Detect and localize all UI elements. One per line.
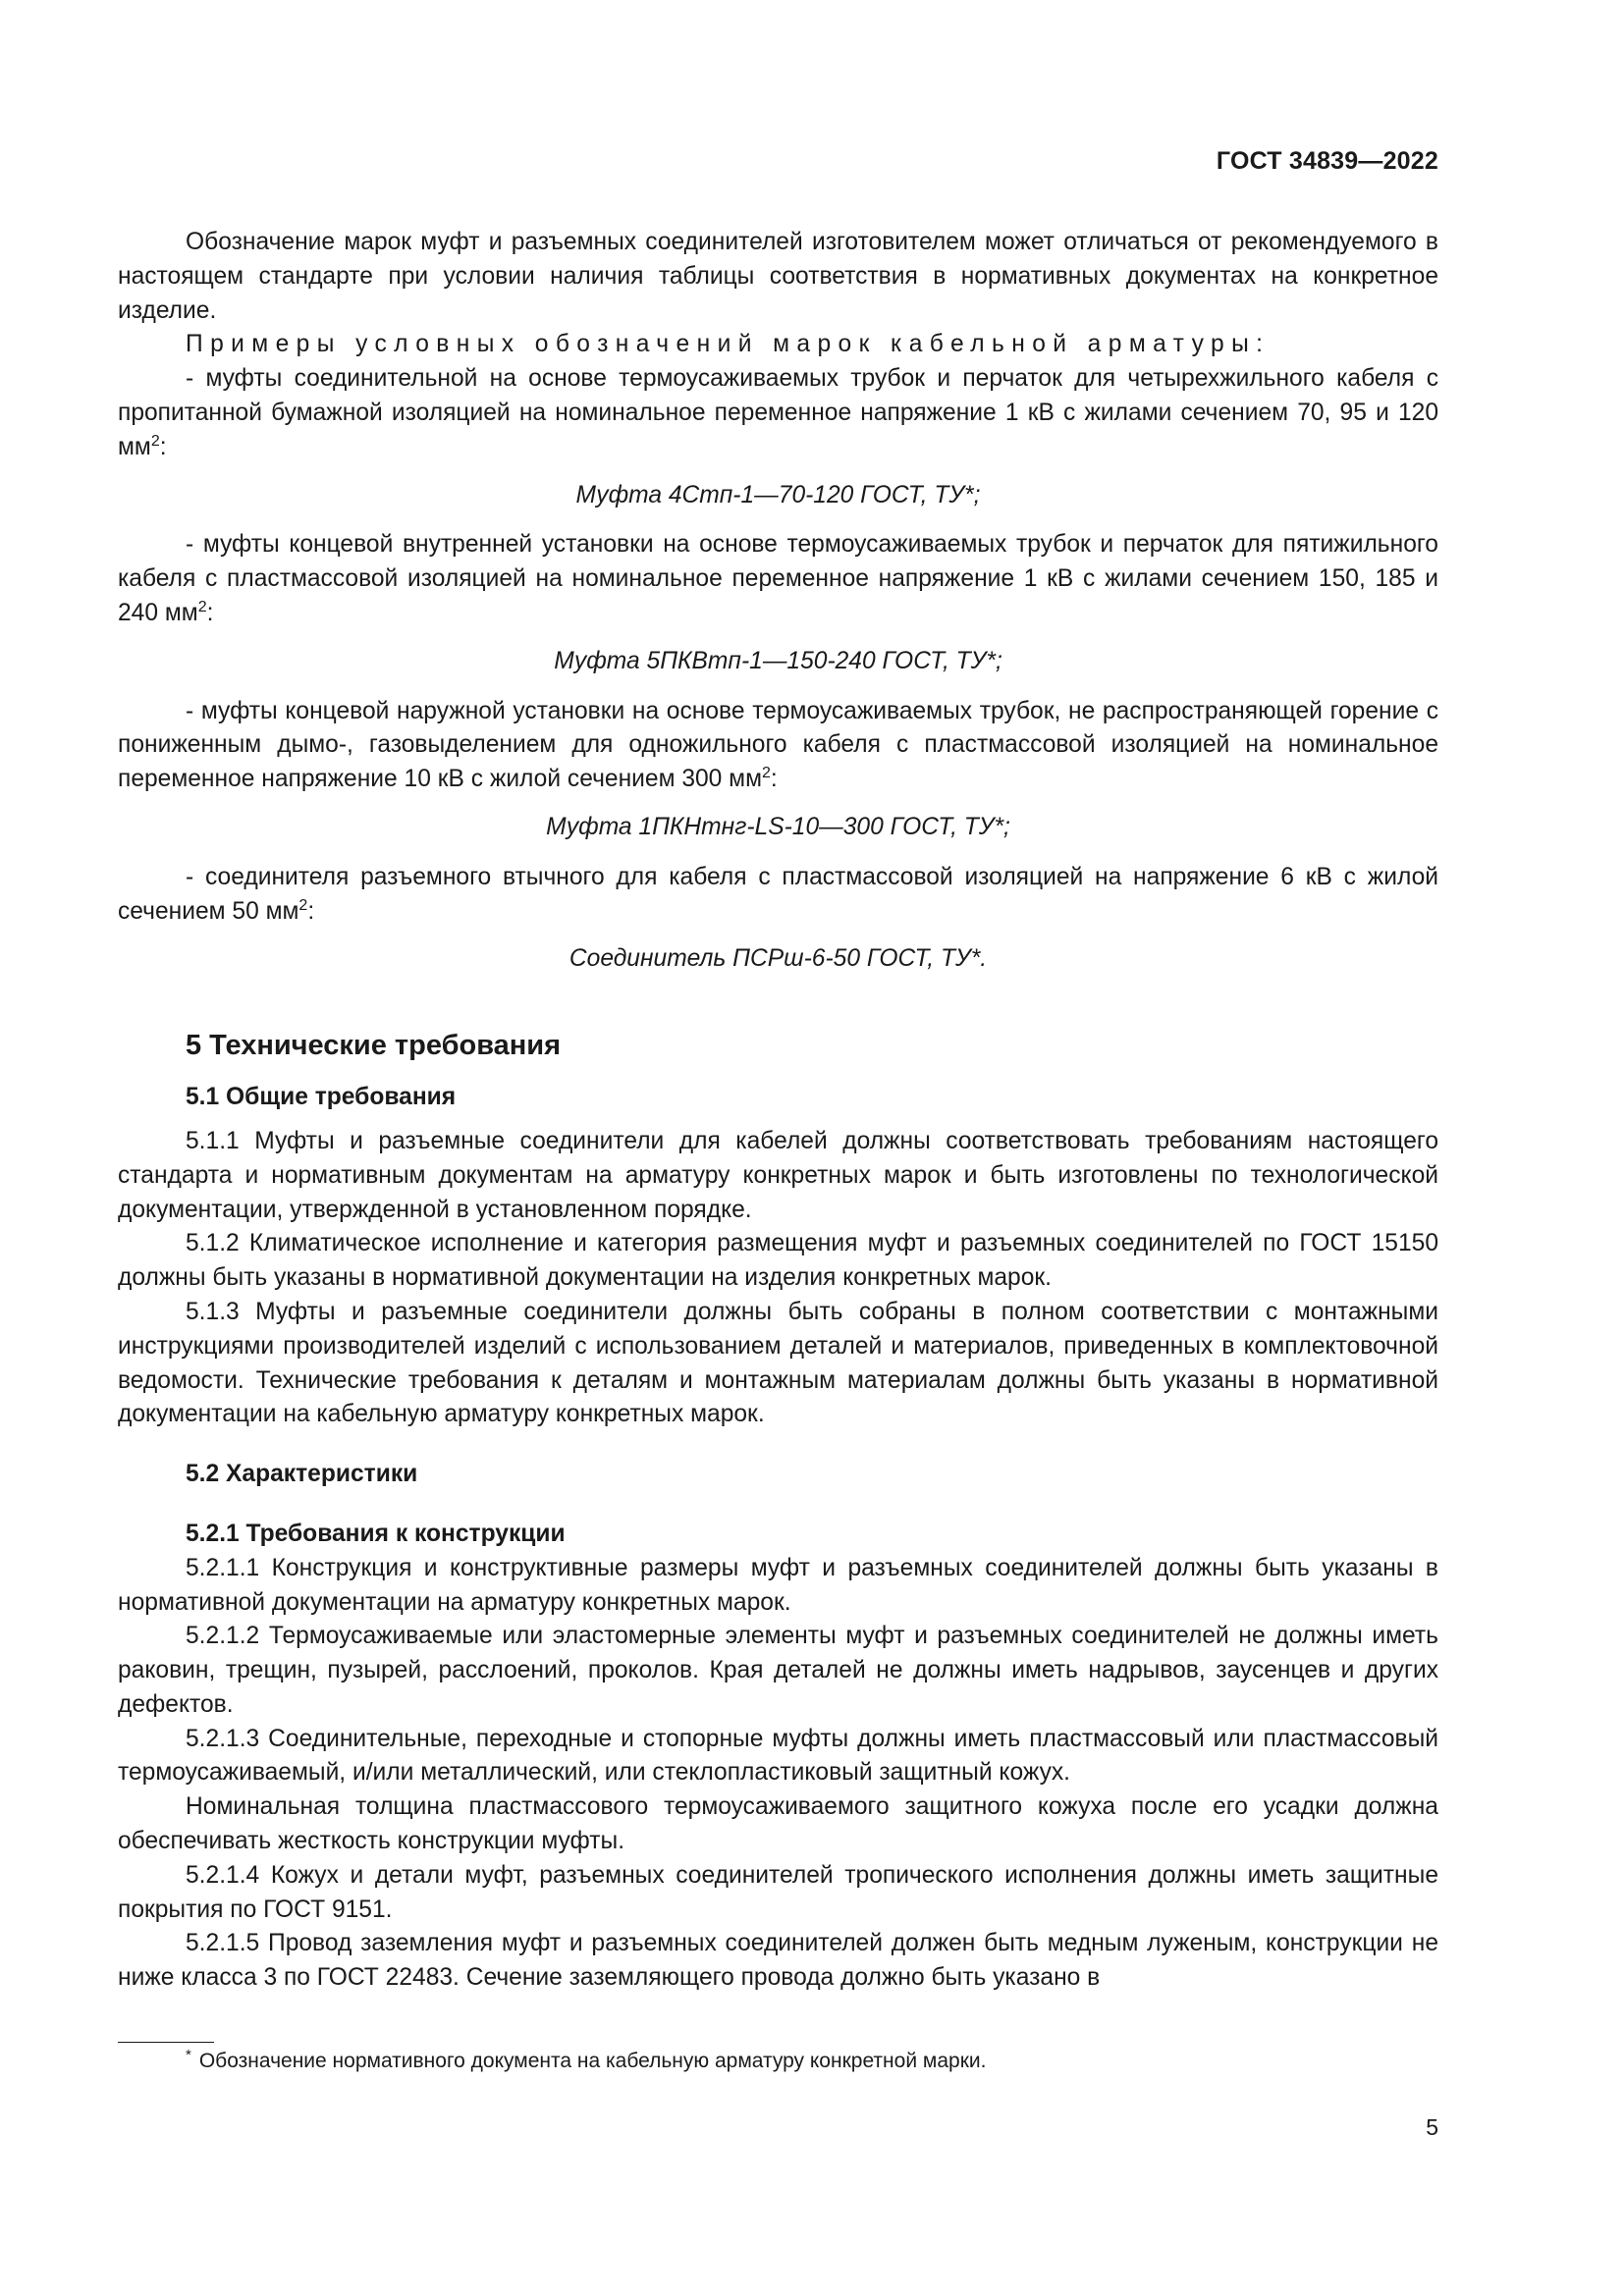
footnote-divider [118, 2042, 214, 2043]
example-3-description [118, 695, 1438, 797]
example-4-sup: 2 [298, 896, 308, 914]
example-4-description [118, 861, 1438, 930]
example-1-text: - муфты соединительной на основе термоусаживаемых трубок и перчаток для четырехжильного кабеля с пропитанной бумажной изоляцией на номинальное переменное напряжение 1 кВ с жилами сечением 70, 95 и 120 мм [118, 365, 1438, 460]
clause-5-1-2: 5.1.2 Климатическое исполнение и категория размещения муфт и разъемных соединителей по ГОСТ 15150 должны быть указаны в нормативной документации на изделия конкретных марок. [118, 1230, 1438, 1292]
example-2-description [118, 528, 1438, 630]
page-number: 5 [1426, 2114, 1438, 2140]
example-1-sup: 2 [150, 432, 160, 450]
clause-5-1-1: 5.1.1 Муфты и разъемные соединители для кабелей должны соответствовать требованиям настоящего стандарта и нормативным документам на арматуру конкретных марок и быть изготовлены по технологической документации, утвержденной в установленном порядке. [118, 1127, 1438, 1223]
example-3-text: - муфты концевой наружной установки на основе термоусаживаемых трубок, не распространяющей горение с пониженным дымо-, газовыделением для одножильного кабеля с пластмассовой изоляцией на номинальное переменное напряжение 10 кВ с жилой сечением 300 мм [118, 697, 1438, 793]
examples-heading: Примеры условных обозначений марок кабельной арматуры: [186, 331, 1271, 358]
example-1-description [118, 362, 1438, 464]
example-2-sup: 2 [197, 598, 207, 615]
example-1-designation: Муфта 4Стп-1—70-120 ГОСТ, ТУ*; [575, 481, 981, 508]
intro-paragraph: Обозначение марок муфт и разъемных соединителей изготовителем может отличаться от рекомендуемого в настоящем стандарте при условии наличия таблицы соответствия в нормативных документах на конкретное изделие. [118, 229, 1438, 324]
example-4-text: - соединителя разъемного втычного для кабеля с пластмассовой изоляцией на напряжение 6 кВ с жилой сечением 50 мм [118, 863, 1438, 925]
section-5-2-1-title: 5.2.1 Требования к конструкции [186, 1520, 566, 1547]
footnote-mark: * [186, 2047, 191, 2063]
clause-5-2-1-2: 5.2.1.2 Термоусаживаемые или эластомерные элементы муфт и разъемных соединителей не должны иметь раковин, трещин, пузырей, расслоений, проколов. Края деталей не должны иметь надрывов, заусенцев и других дефектов. [118, 1623, 1438, 1718]
clause-5-2-1-4: 5.2.1.4 Кожух и детали муфт, разъемных соединителей тропического исполнения должны иметь защитные покрытия по ГОСТ 9151. [118, 1861, 1438, 1923]
document-code-header: ГОСТ 34839—2022 [1216, 147, 1438, 175]
section-5-title: 5 Технические требования [186, 1030, 562, 1062]
clause-5-2-1-5: 5.2.1.5 Провод заземления муфт и разъемных соединителей должен быть медным луженым, конструкции не ниже класса 3 по ГОСТ 22483. Сечение заземляющего провода должно быть указано в [118, 1930, 1438, 1992]
example-3-tail: : [770, 766, 778, 793]
clause-5-2-1-3: 5.2.1.3 Соединительные, переходные и стопорные муфты должны иметь пластмассовый или пластмассовый термоусаживаемый, и/или металлический, или стеклопластиковый защитный кожух. [118, 1725, 1438, 1787]
section-5-2-title: 5.2 Характеристики [186, 1461, 418, 1488]
page-content [118, 226, 1438, 1996]
document-page [118, 0, 1438, 2296]
footnote-text: Обозначение нормативного документа на кабельную арматуру конкретной марки. [198, 2050, 987, 2072]
example-3-sup: 2 [762, 765, 771, 782]
example-4-designation: Соединитель ПСРш-6-50 ГОСТ, ТУ*. [568, 945, 988, 973]
clause-5-1-3: 5.1.3 Муфты и разъемные соединители должны быть собраны в полном соответствии с монтажными инструкциями производителей изделий с использованием деталей и материалов, приведенных в комплектовочной ведомости. Технические требования к деталям и монтажным материалам должны быть указаны в нормативной документации на кабельную арматуру конкретных марок. [118, 1298, 1438, 1428]
example-1-tail: : [159, 433, 167, 460]
footnote [186, 2048, 986, 2075]
example-2-designation: Муфта 5ПКВтп-1—150-240 ГОСТ, ТУ*; [554, 647, 1002, 674]
example-2-tail: : [206, 599, 214, 626]
clause-5-2-1-1: 5.2.1.1 Конструкция и конструктивные размеры муфт и разъемных соединителей должны быть указаны в нормативной документации на арматуру конкретных марок. [118, 1554, 1438, 1616]
example-2-text: - муфты концевой внутренней установки на основе термоусаживаемых трубок и перчаток для пятижильного кабеля с пластмассовой изоляцией на номинальное переменное напряжение 1 кВ с жилами сечением 150, 185 и 240 мм [118, 531, 1438, 626]
example-4-tail: : [307, 897, 315, 925]
example-3-designation: Муфта 1ПКНтнг-LS-10—300 ГОСТ, ТУ*; [546, 813, 1010, 840]
clause-5-2-1-3-continued: Номинальная толщина пластмассового термоусаживаемого защитного кожуха после его усадки должна обеспечивать жесткость конструкции муфты. [118, 1793, 1438, 1855]
section-5-1-title: 5.1 Общие требования [186, 1084, 457, 1111]
